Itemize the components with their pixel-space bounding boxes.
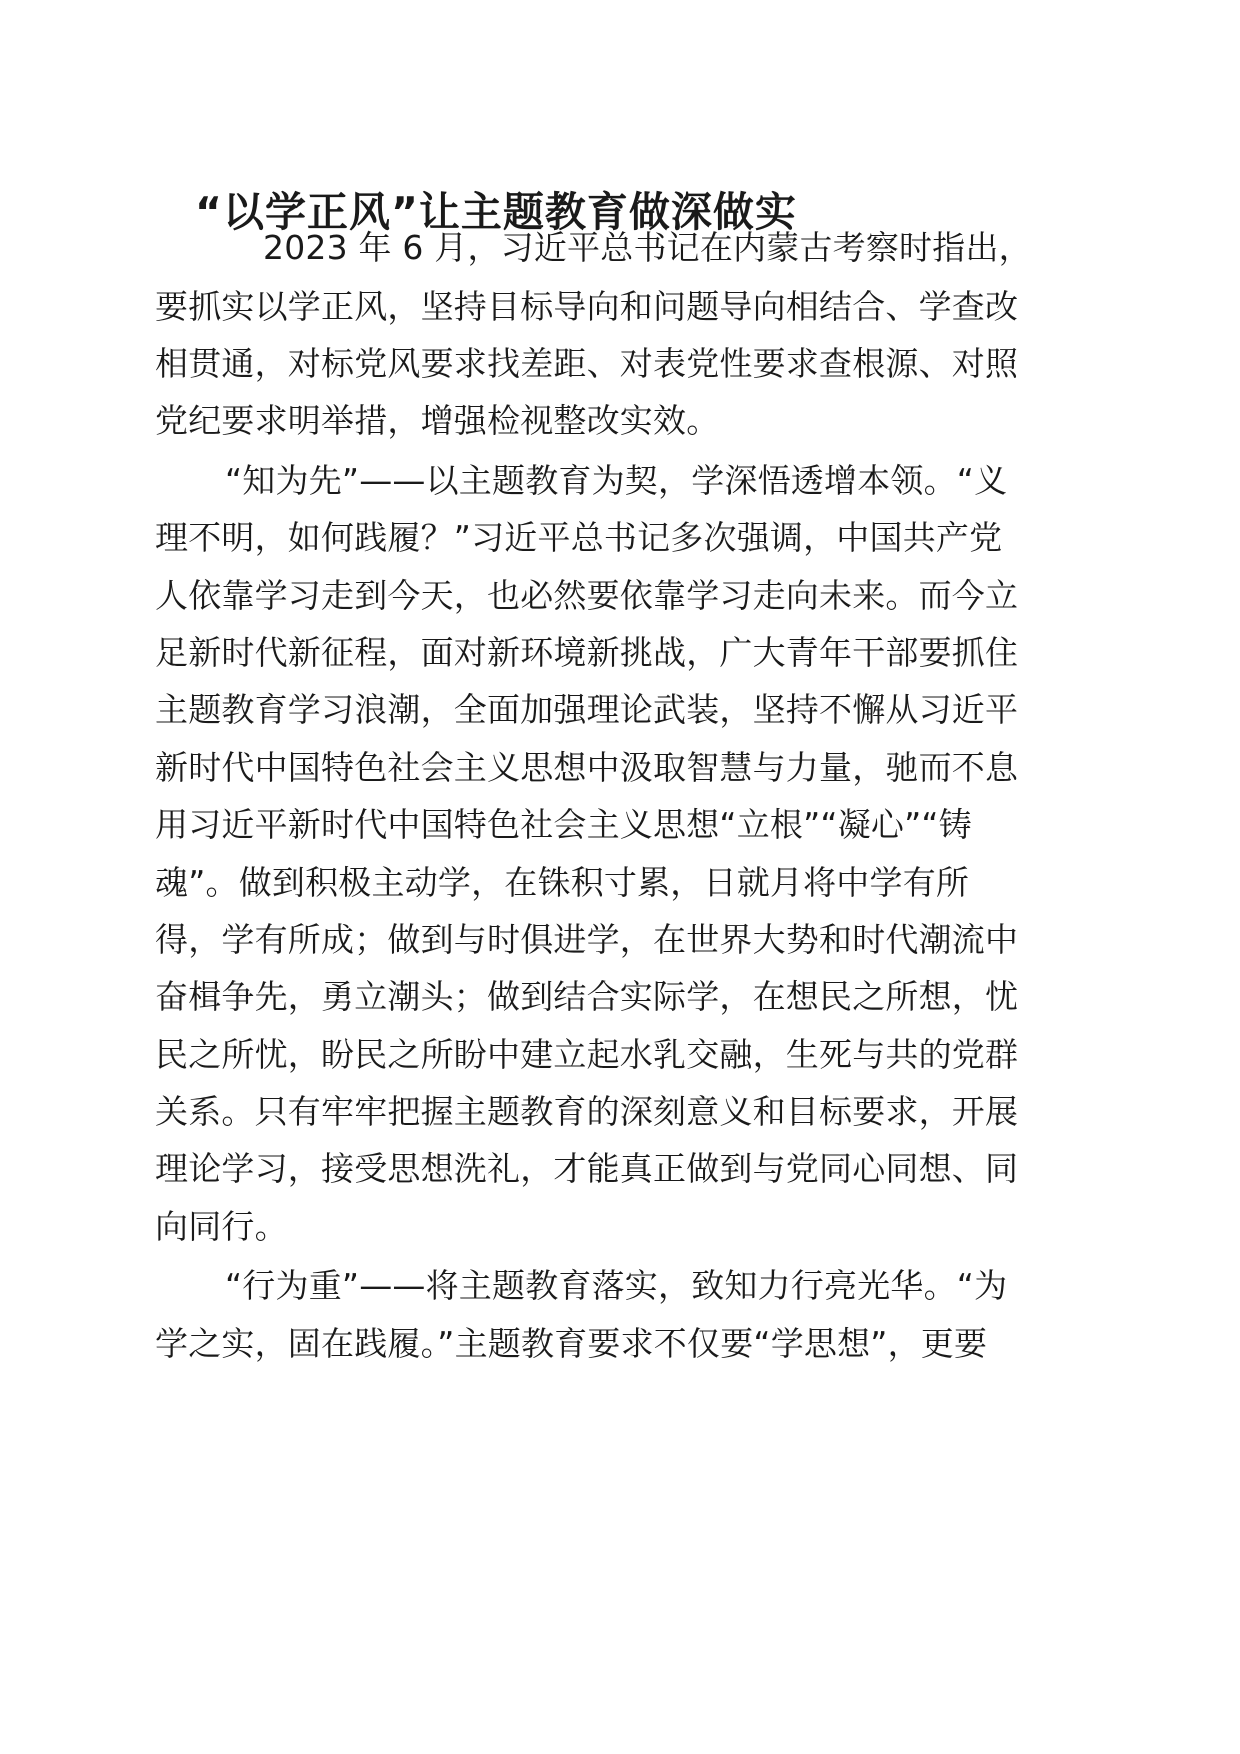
text-line: “行为重”——将主题教育落实，致知力行亮光华。“为: [225, 1266, 1008, 1305]
text-line: 得，学有所成；做到与时俱进学，在世界大势和时代潮流中: [155, 920, 1019, 959]
text-line: 理论学习，接受思想洗礼，才能真正做到与党同心同想、同: [155, 1149, 1019, 1188]
text-line: 关系。只有牢牢把握主题教育的深刻意义和目标要求，开展: [155, 1092, 1019, 1131]
text-line: 民之所忧，盼民之所盼中建立起水乳交融，生死与共的党群: [155, 1035, 1019, 1074]
text-line: 用习近平新时代中国特色社会主义思想“立根”“凝心”“铸: [155, 805, 972, 844]
text-line: 学之实，固在践履。”主题教育要求不仅要“学思想”，更要: [155, 1324, 988, 1363]
text-line: 2023 年 6 月，习近平总书记在内蒙古考察时指出，: [263, 228, 1032, 267]
text-line: 奋楫争先，勇立潮头；做到结合实际学，在想民之所想，忧: [155, 977, 1019, 1016]
text-line: 主题教育学习浪潮，全面加强理论武装，坚持不懈从习近平: [155, 690, 1019, 729]
text-line: 党纪要求明举措，增强检视整改实效。: [155, 401, 720, 440]
text-line: 人依靠学习走到今天，也必然要依靠学习走向未来。而今立: [155, 576, 1019, 615]
text-line: 向同行。: [155, 1207, 288, 1246]
text-line: 理不明，如何践履？”习近平总书记多次强调，中国共产党: [155, 518, 1003, 557]
text-line: 相贯通，对标党风要求找差距、对表党性要求查根源、对照: [155, 344, 1019, 383]
text-line: 要抓实以学正风，坚持目标导向和问题导向相结合、学查改: [155, 287, 1019, 326]
text-line: “知为先”——以主题教育为契，学深悟透增本领。“义: [225, 461, 1008, 500]
text-line: 魂”。做到积极主动学，在铢积寸累，日就月将中学有所: [155, 863, 970, 902]
text-line: 足新时代新征程，面对新环境新挑战，广大青年干部要抓住: [155, 633, 1019, 672]
document-title: “以学正风”让主题教育做深做实: [195, 188, 797, 236]
text-line: 新时代中国特色社会主义思想中汲取智慧与力量，驰而不息: [155, 748, 1019, 787]
